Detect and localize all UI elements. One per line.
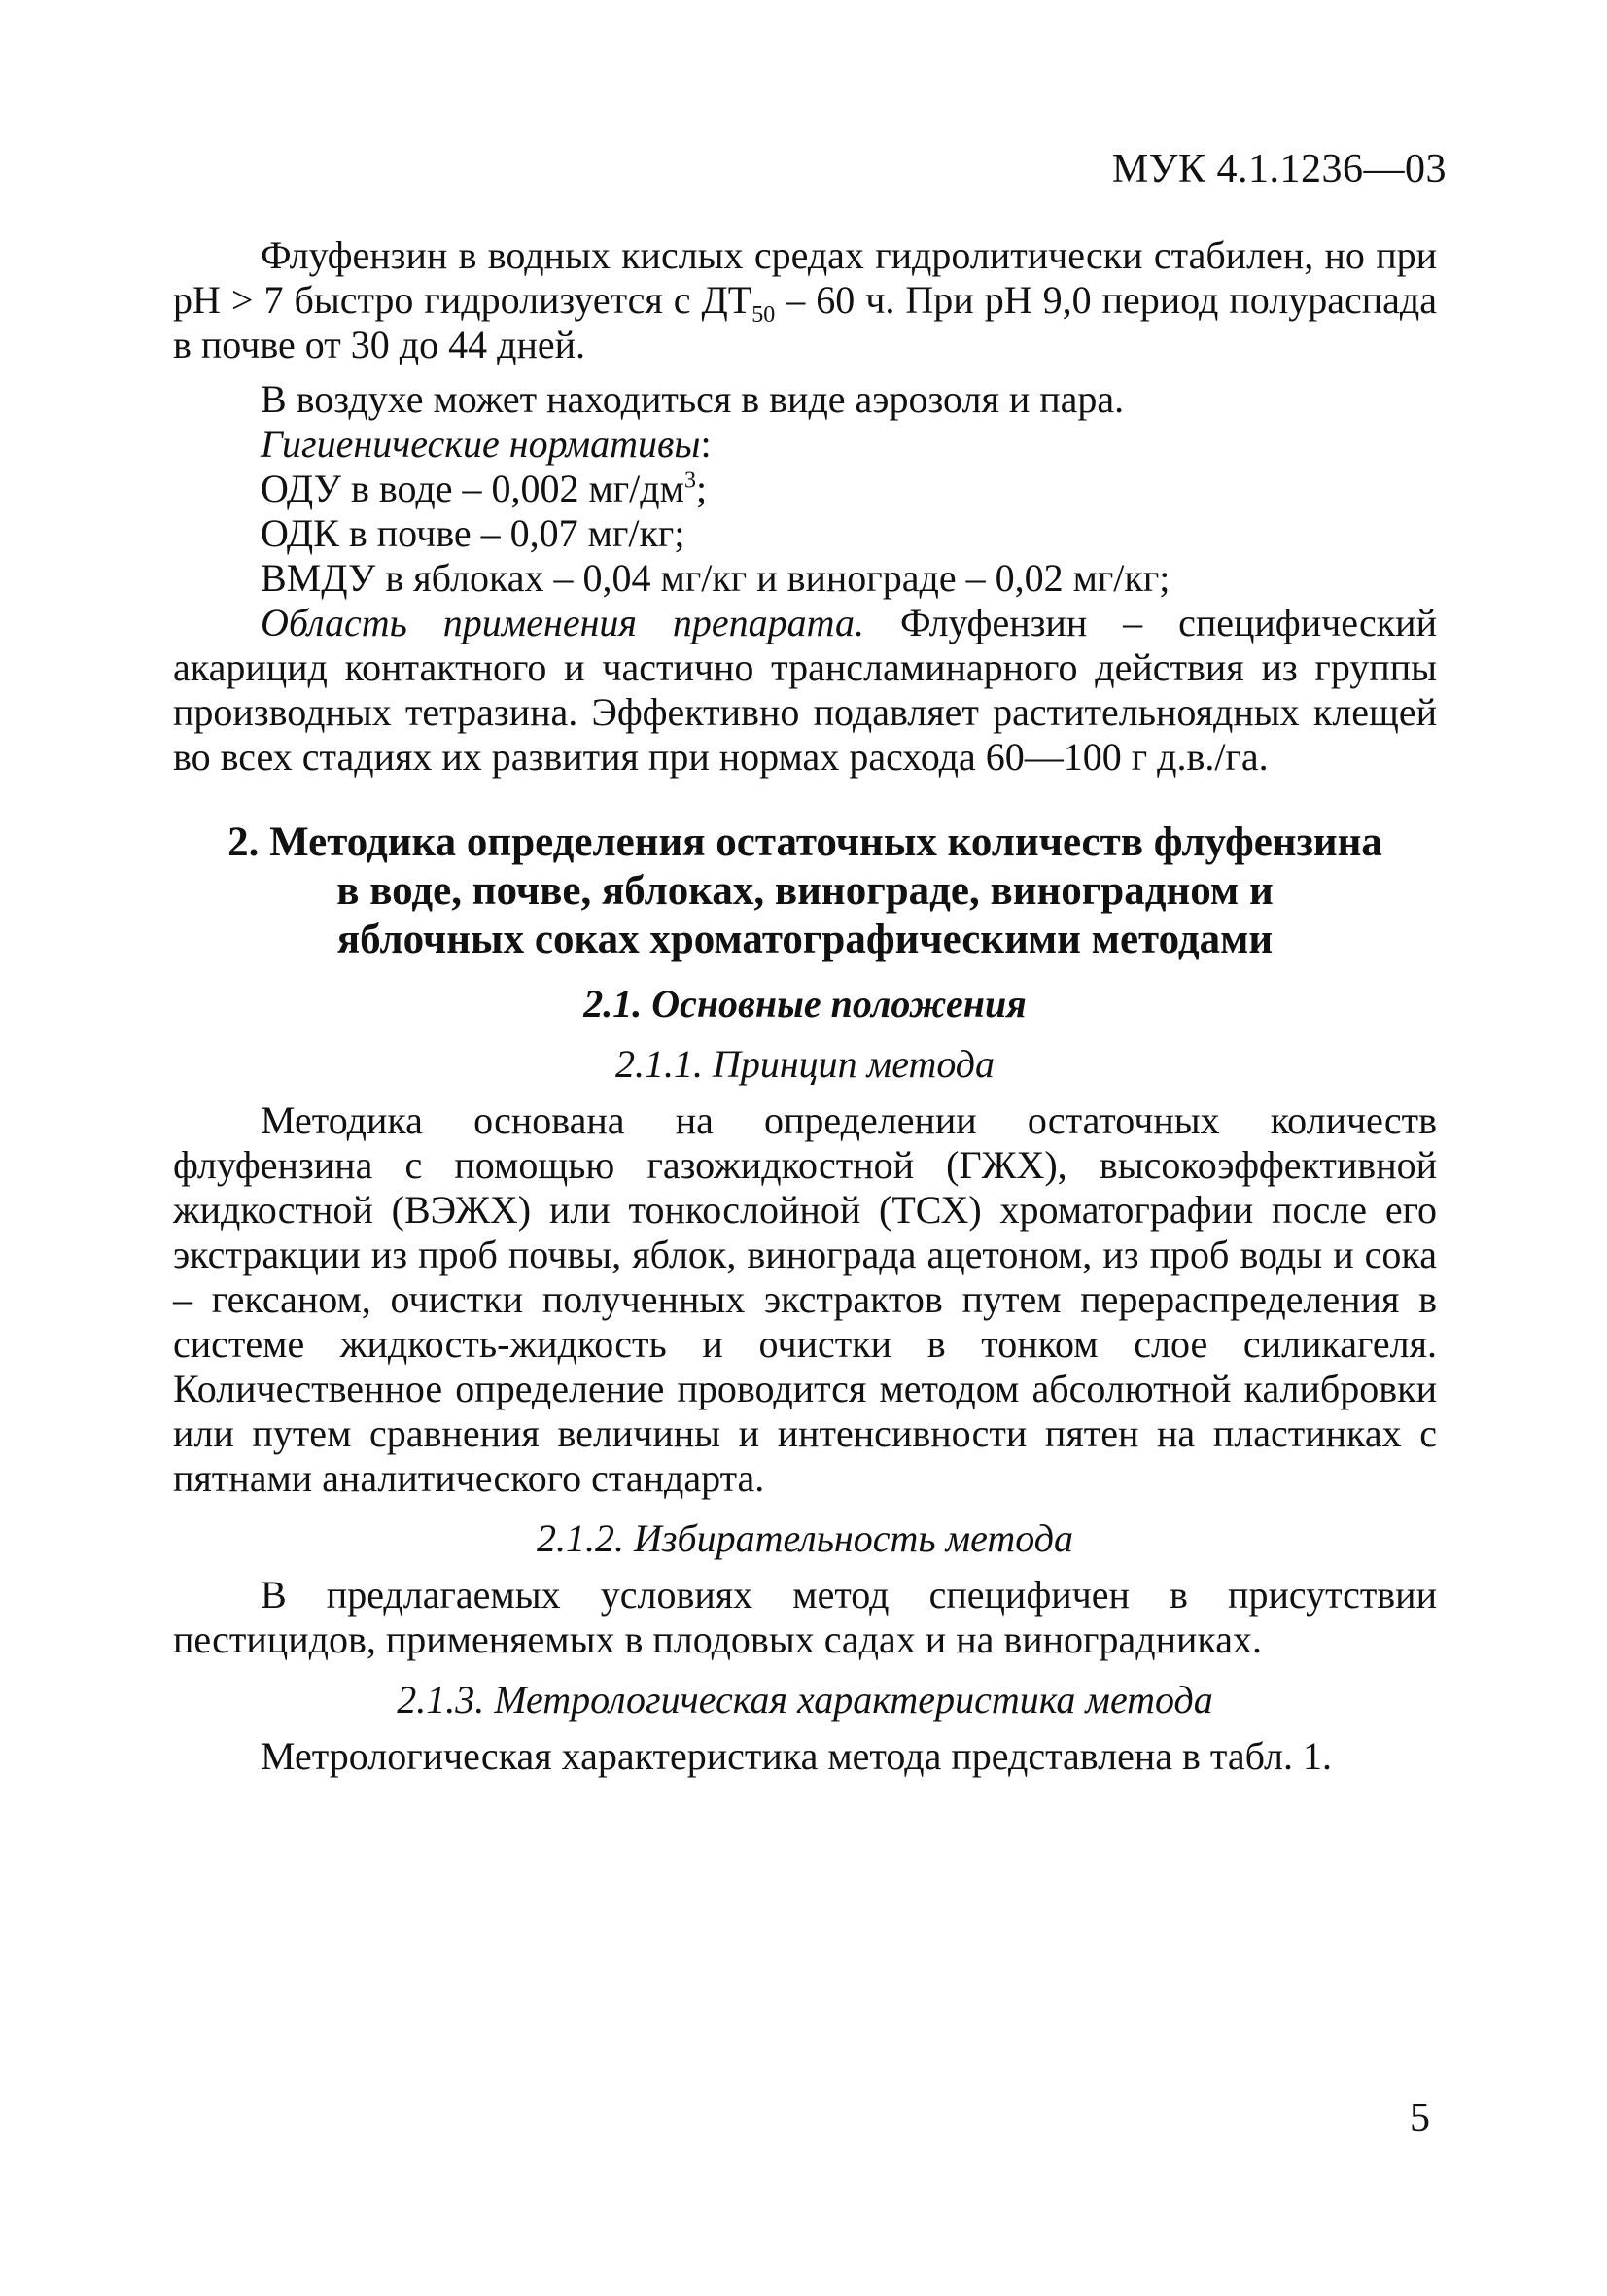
section-2-title: 2. Методика определения остаточных количеств флуфензина в воде, почве, яблоках, винограде, виноградном и яблочных соках хроматографическими методами bbox=[227, 819, 1382, 962]
norm-fruit: ВМДУ в яблоках – 0,04 мг/кг и винограде – 0,02 мг/кг; bbox=[261, 556, 1170, 600]
document-code: МУК 4.1.1236—03 bbox=[1111, 147, 1447, 191]
subsection-2-1-3-title: 2.1.3. Метрологическая характеристика метода bbox=[397, 1678, 1213, 1722]
subsection-2-1-2-title: 2.1.2. Избирательность метода bbox=[537, 1516, 1073, 1560]
paragraph-norms-heading: Гигиенические нормативы: bbox=[261, 422, 712, 466]
page-number: 5 bbox=[1410, 2096, 1430, 2140]
norm-water: ОДУ в воде – 0,002 $мг/дм^3$; bbox=[261, 467, 708, 510]
paragraph-selectivity: В предлагаемых условиях метод специфичен в присутствии пестицидов, применяемых в плодовых садах и на виноградниках. bbox=[173, 1573, 1437, 1661]
document-body bbox=[173, 233, 1437, 1779]
paragraph-metrology: Метрологическая характеристика метода представлена в табл. 1. bbox=[261, 1734, 1332, 1778]
norm-soil: ОДК в почве – 0,07 мг/кг; bbox=[261, 511, 685, 555]
subsection-2-1-title: 2.1. Основные положения bbox=[583, 982, 1027, 1026]
paragraph-air: В воздухе может находиться в виде аэрозоля и пара. bbox=[261, 377, 1125, 421]
paragraph-application: Область применения препарата. Флуфензин – специфический акарицид контактного и частично трансламинарного действия из группы производных тетразина. Эффективно подавляет растительноядных клещей во всех стадиях их развития при нормах расхода 60—100 г д.в./га. bbox=[173, 601, 1437, 779]
subsection-2-1-1-title: 2.1.1. Принцип метода bbox=[614, 1042, 996, 1086]
paragraph-hydrolysis: Флуфензин в водных кислых средах гидролитически стабилен, но при рН > 7 быстро гидролизуется с $ДТ_{50} - 60$ ч. При рН 9,0 период полураспада в почве от 30 до 44 дней. bbox=[173, 233, 1437, 366]
paragraph-method-principle: Методика основана на определении остаточных количеств флуфензина с помощью газожидкостной (ГЖХ), высокоэффективной жидкостной (ВЭЖХ) или тонкослойной (ТСХ) хроматографии после его экстракции из проб почвы, яблок, винограда ацетоном, из проб воды и сока – гексаном, очистки полученных экстрактов путем перераспределения в системе жидкость-жидкость и очистки в тонком слое силикагеля. Количественное определение проводится методом абсолютной калибровки или путем сравнения величины и интенсивности пятен на пластинках с пятнами аналитического стандарта. bbox=[173, 1098, 1437, 1500]
